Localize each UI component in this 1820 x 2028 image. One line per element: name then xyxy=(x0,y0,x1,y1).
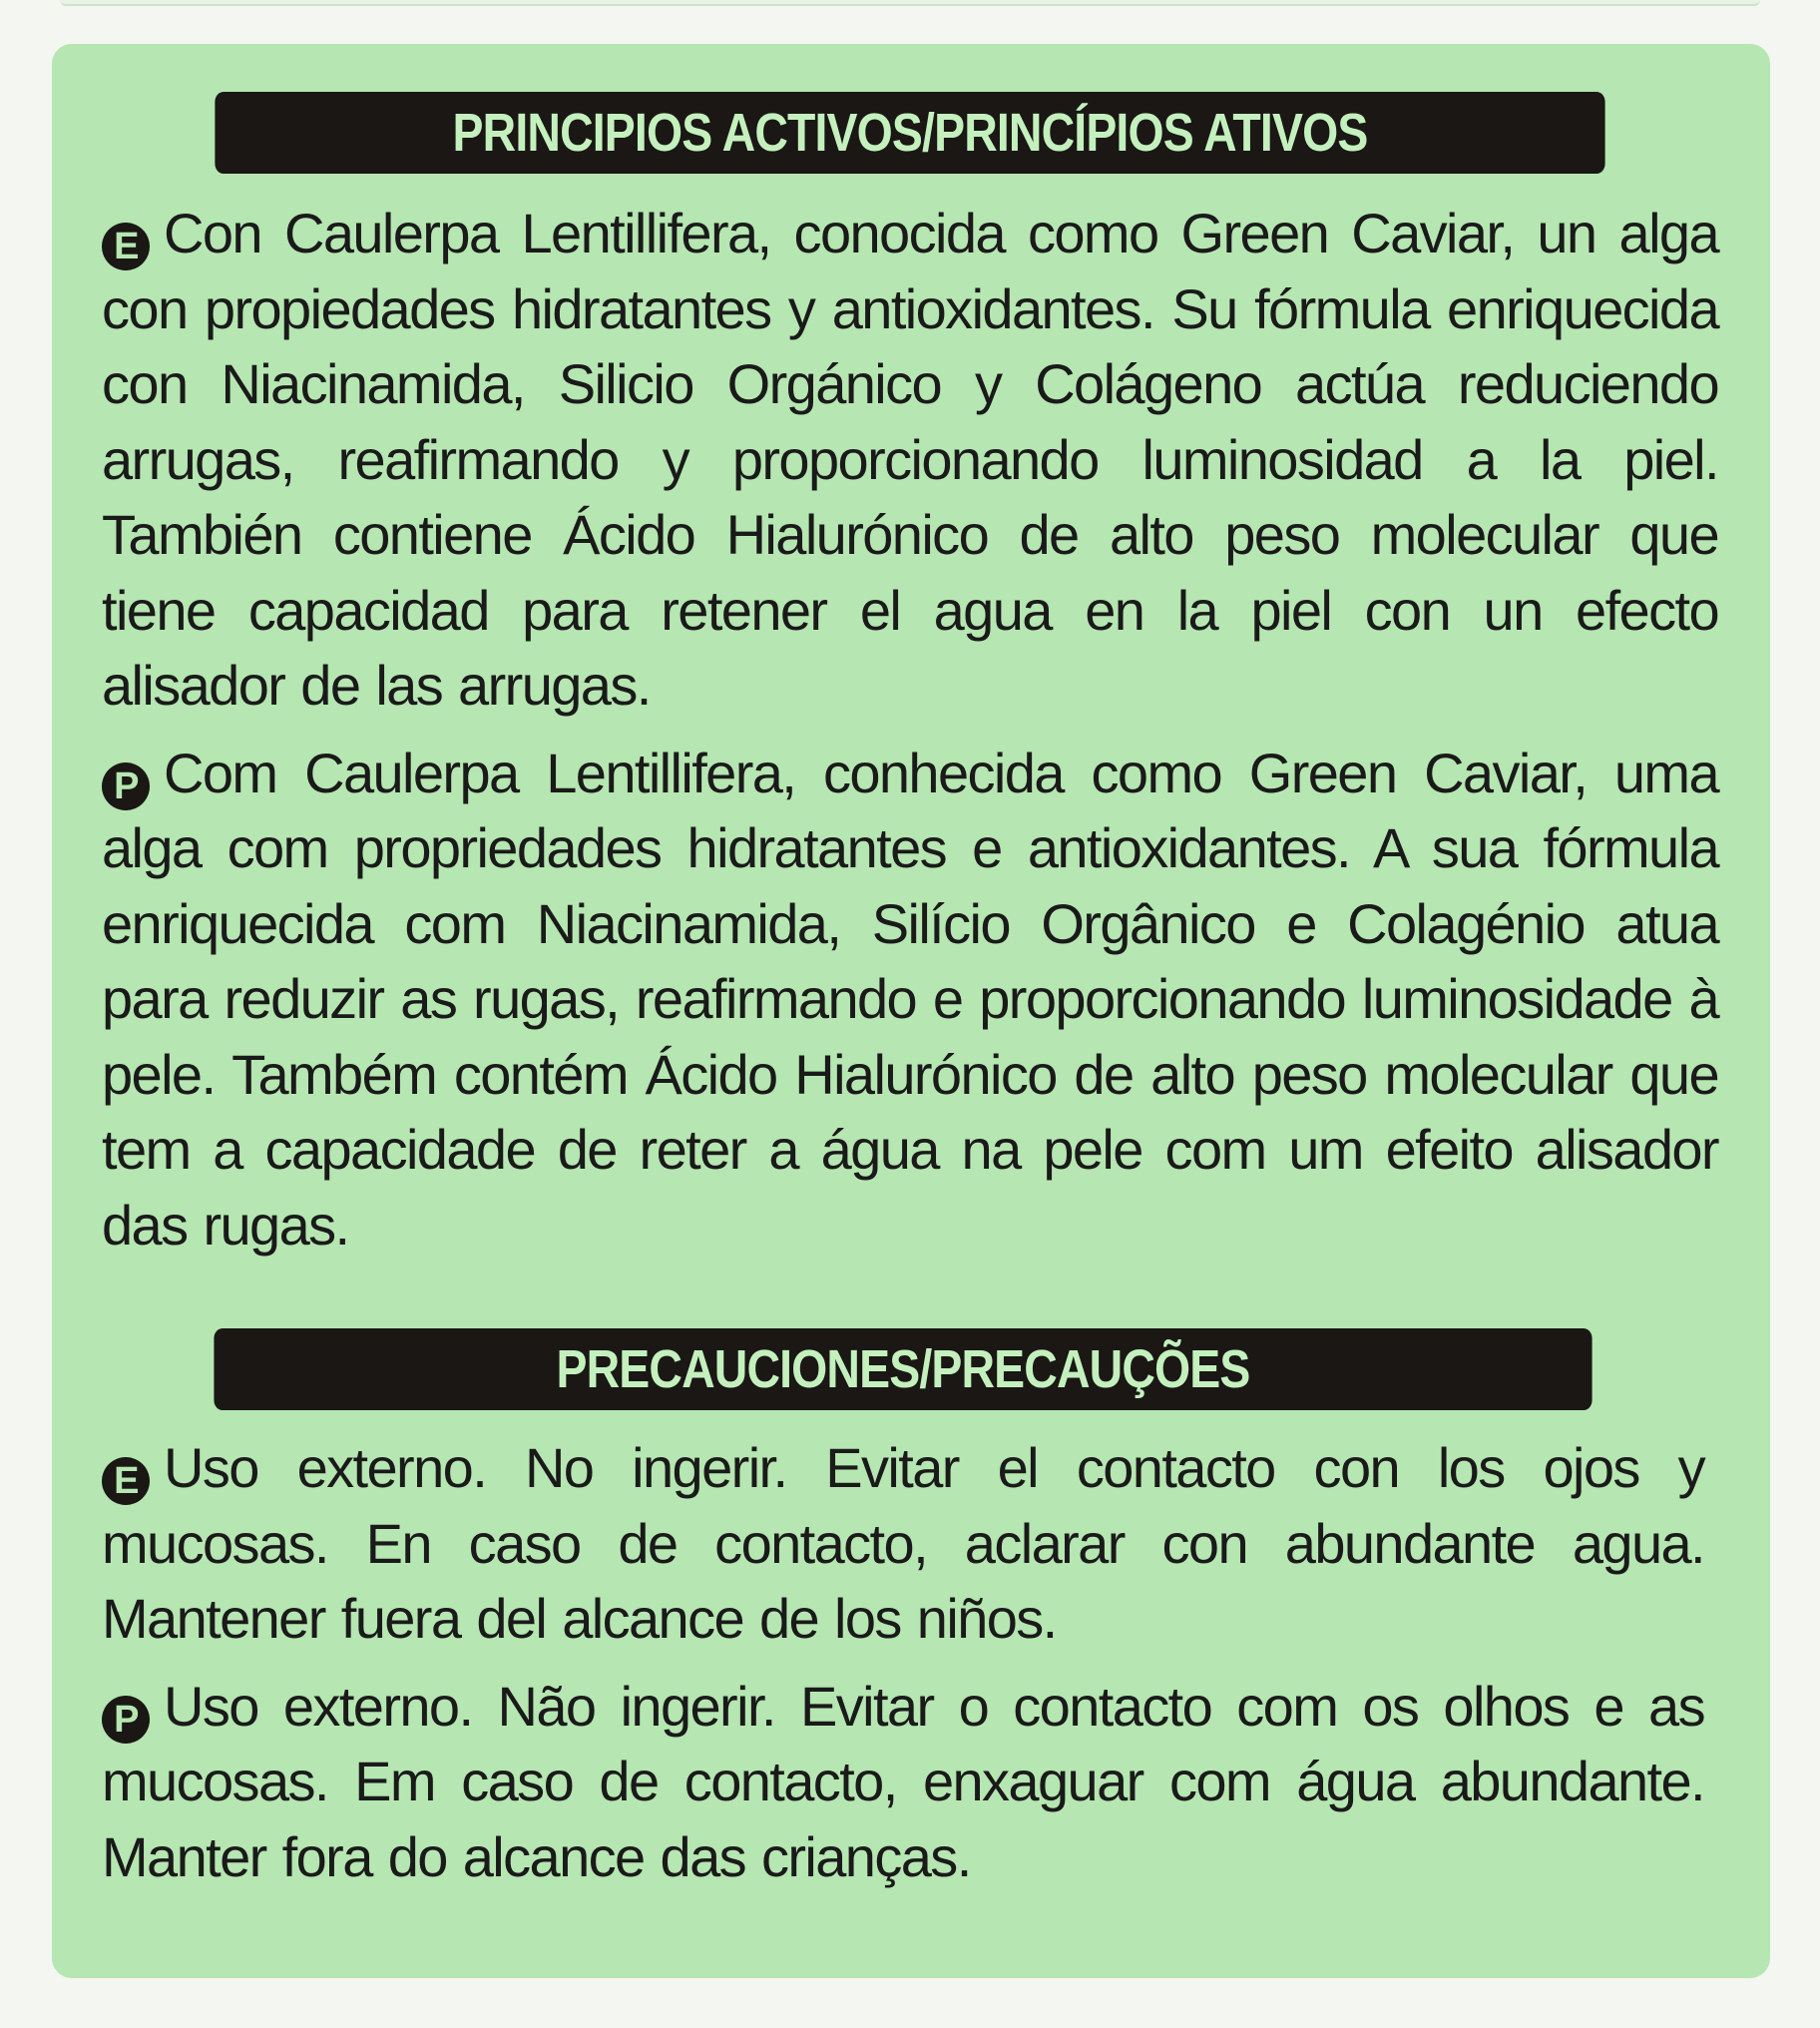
paragraph-precautions-pt xyxy=(102,1669,1704,1895)
paragraph-text: Com Caulerpa Lentillifera, conhecida como Green Caviar, uma alga com propriedades hidratantes e antioxidantes. A sua fórmula enriquecida com Niacinamida, Silício Orgânico e Colagénio atua para reduzir as rugas, reafirmando e proporcionando luminosidade à pele. Também contém Ácido Hialurónico de alto peso molecular que tem a capacidade de reter a água na pele com um efeito alisador das rugas. xyxy=(102,741,1718,1257)
paragraph-text: Con Caulerpa Lentillifera, conocida como Green Caviar, un alga con propiedades hidratantes y antioxidantes. Su fórmula enriquecida con Niacinamida, Silicio Orgánico y Colágeno actúa reduciendo arrugas, reafirmando y proporcionando luminosidad a la piel. También contiene Ácido Hialurónico de alto peso molecular que tiene capacidad para retener el agua en la piel con un efecto alisador de las arrugas. xyxy=(102,202,1718,717)
section-active-ingredients xyxy=(102,92,1718,174)
paragraph-text: Uso externo. Não ingerir. Evitar o contacto com os olhos e as mucosas. Em caso de contacto, enxaguar com água abundante. Manter fora do alcance das crianças. xyxy=(102,1674,1704,1888)
lang-badge-es-icon: E xyxy=(102,223,150,270)
top-edge-strip xyxy=(60,0,1760,6)
label-panel xyxy=(52,44,1770,1978)
lang-badge-pt-icon: P xyxy=(102,1696,150,1744)
paragraph-active-es xyxy=(102,196,1718,724)
lang-badge-pt-icon: P xyxy=(102,762,150,810)
section-title-precautions: PRECAUCIONES/PRECAUÇÕES xyxy=(214,1328,1592,1410)
section-precautions xyxy=(102,1328,1704,1410)
lang-badge-es-icon: E xyxy=(102,1457,150,1505)
section-title-active-ingredients: PRINCIPIOS ACTIVOS/PRINCÍPIOS ATIVOS xyxy=(215,92,1604,174)
paragraph-text: Uso externo. No ingerir. Evitar el contacto con los ojos y mucosas. En caso de contacto, aclarar con abundante agua. Mantener fuera del alcance de los niños. xyxy=(102,1436,1704,1650)
paragraph-active-pt xyxy=(102,736,1718,1264)
paragraph-precautions-es xyxy=(102,1430,1704,1657)
